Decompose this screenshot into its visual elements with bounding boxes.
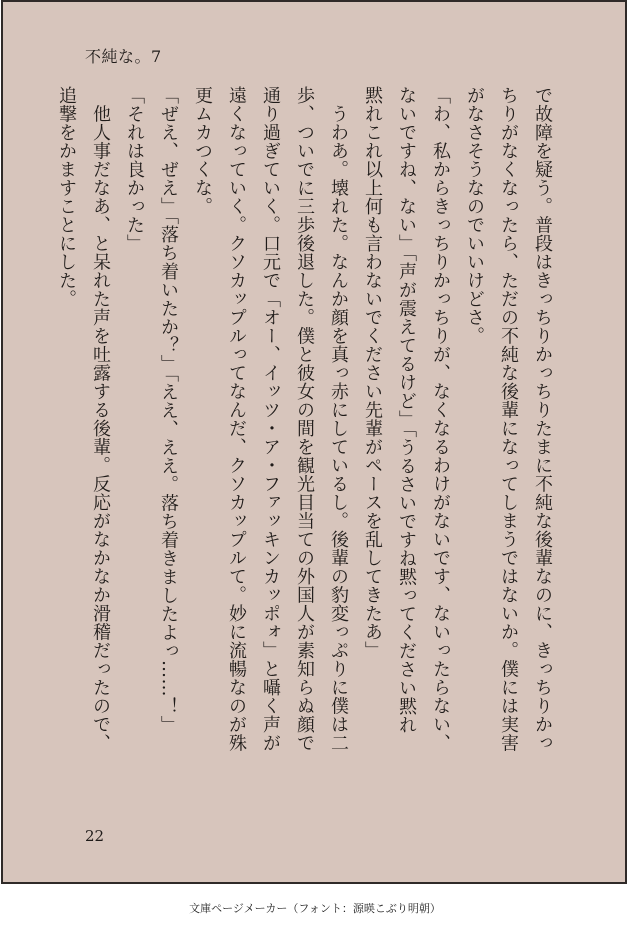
- vertical-body-text: [56, 86, 559, 846]
- text-line: がなさそうなのでいいけどさ。: [464, 86, 485, 345]
- text-line: 更ムカつくな。: [192, 86, 213, 216]
- text-line: 「わ、私からきっちりかっちりが、なくなるわけがないです、ないったらない、: [430, 86, 451, 752]
- text-line: 追撃をかますことにした。: [56, 86, 77, 308]
- page-number: 22: [85, 827, 105, 845]
- text-line: うわあ。壊れた。なんか顔を真っ赤にしているし。後輩の豹変っぷりに僕は二: [328, 86, 349, 752]
- text-line: 「それは良かった」: [124, 86, 145, 253]
- text-line: ないですね、ない」「声が震えてるけど」「うるさいですね黙ってください黙れ: [396, 86, 417, 734]
- text-line: で故障を疑う。普段はきっちりかっちりたまに不純な後輩なのに、きっちりかっ: [532, 86, 553, 752]
- text-line: 遠くなっていく。クソカップルってなんだ、クソカップルて。妙に流暢なのが殊: [226, 86, 247, 752]
- book-page: [1, 0, 627, 884]
- text-line: 歩、ついでに三歩後退した。僕と彼女の間を観光目当ての外国人が素知らぬ顔で: [294, 86, 315, 752]
- text-line: 「ぜえ、ぜえ」「落ち着いたか？」「ええ、ええ。落ち着きましたよっ……！」: [158, 86, 179, 734]
- running-head: 不純な。7: [85, 47, 162, 66]
- text-line: 通り過ぎていく。口元で「オー、イッツ・ア・ファッキンカッポォ」と囁く声が: [260, 86, 281, 752]
- footer-credit: 文庫ページメーカー（フォント：源暎こぶり明朝）: [189, 902, 441, 915]
- text-line: 黙れこれ以上何も言わないでください先輩がペースを乱してきたあ」: [362, 86, 383, 660]
- text-line: ちりがなくなったら、ただの不純な後輩になってしまうではないか。僕には実害: [498, 86, 519, 752]
- text-line: 他人事だなあ、と呆れた声を吐露する後輩。反応がなかなか滑稽だったので、: [90, 86, 111, 752]
